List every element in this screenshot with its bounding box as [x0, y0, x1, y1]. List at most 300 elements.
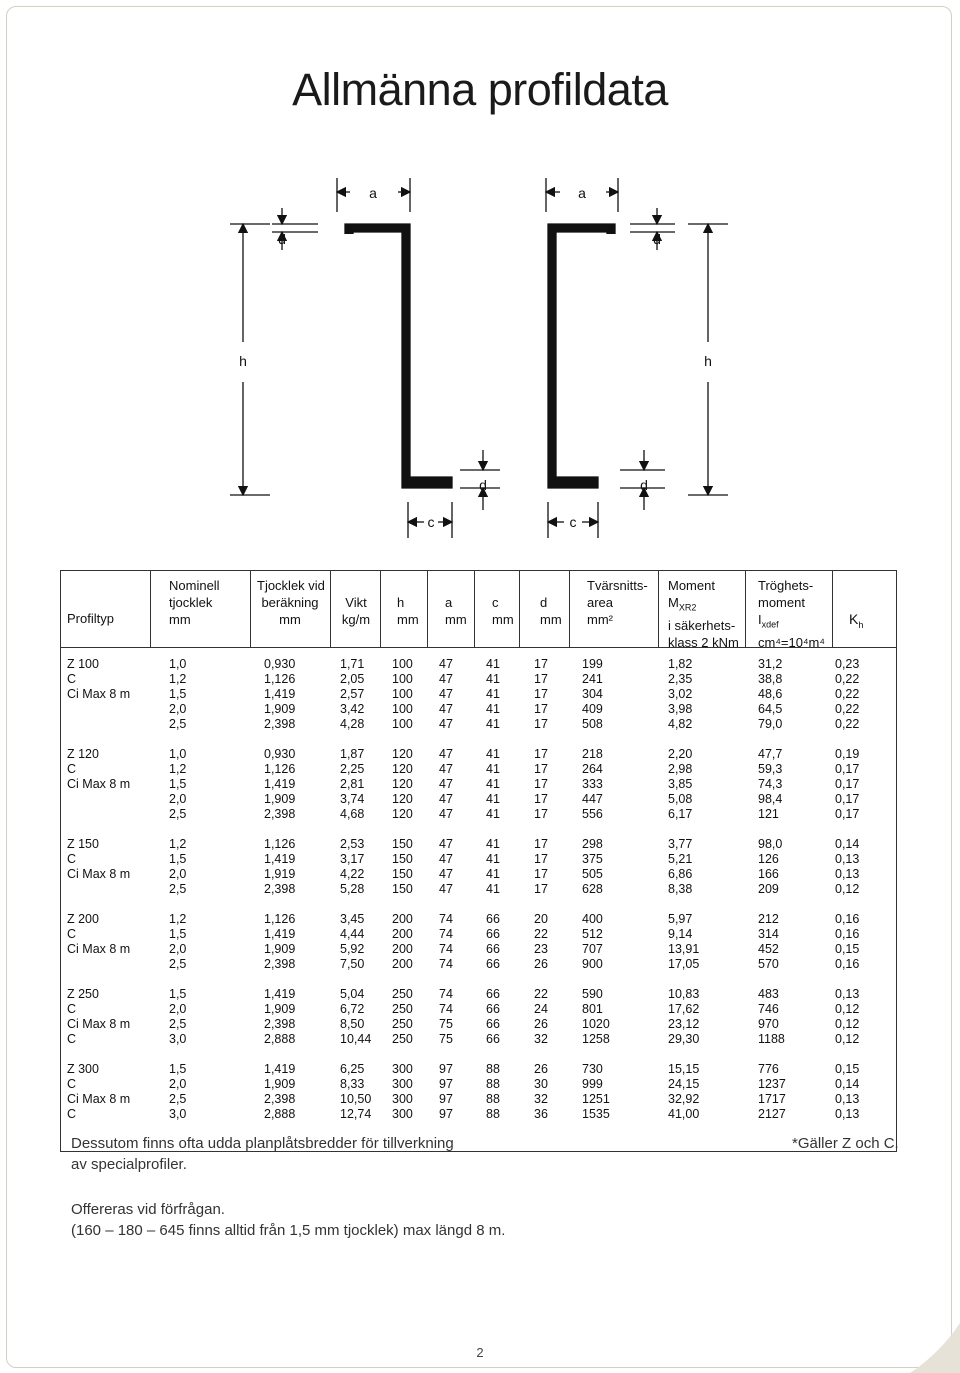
table-cell: 88 [486, 1062, 500, 1076]
table-cell: 8,50 [340, 1017, 365, 1031]
table-cell: 0,14 [835, 1077, 860, 1091]
table-cell: 0,16 [835, 912, 860, 926]
table-cell: 120 [392, 807, 413, 821]
table-cell: 6,72 [340, 1002, 365, 1016]
table-cell: 0,13 [835, 867, 860, 881]
table-cell: 0,22 [835, 702, 860, 716]
table-cell: 1535 [582, 1107, 610, 1121]
table-cell: 75 [439, 1032, 453, 1046]
profile-type-label: Ci Max 8 m [67, 777, 131, 791]
table-cell: 66 [486, 987, 500, 1001]
table-cell: 2,57 [340, 687, 365, 701]
table-cell: 1,5 [169, 987, 187, 1001]
table-cell: 17 [534, 762, 548, 776]
profile-type-label: Ci Max 8 m [67, 942, 131, 956]
table-cell: 1,71 [340, 657, 365, 671]
table-cell: 1,419 [264, 687, 296, 701]
z-label-d-bottom: d [479, 477, 487, 493]
table-cell: 98,0 [758, 837, 783, 851]
table-cell: 3,0 [169, 1032, 187, 1046]
table-cell: 0,14 [835, 837, 860, 851]
profile-type-label: Z 200 [67, 912, 99, 926]
table-cell: 8,33 [340, 1077, 365, 1091]
table-cell: 0,13 [835, 1092, 860, 1106]
table-cell: 66 [486, 1017, 500, 1031]
table-cell: 3,17 [340, 852, 365, 866]
table-cell: 10,50 [340, 1092, 372, 1106]
table-cell: 17 [534, 672, 548, 686]
z-label-c: c [427, 514, 435, 530]
table-cell: 47,7 [758, 747, 783, 761]
table-cell: 17,62 [668, 1002, 700, 1016]
table-cell: 0,19 [835, 747, 860, 761]
table-cell: 0,17 [835, 792, 860, 806]
table-cell: 483 [758, 987, 779, 1001]
c-profile-shape [548, 224, 615, 488]
table-cell: 2,888 [264, 1032, 296, 1046]
footer-text-2: Offereras vid förfrågan. (160 – 180 – 645 finns alltid från 1,5 mm tjocklek) max längd 8 m. [71, 1201, 506, 1239]
table-cell: 707 [582, 942, 603, 956]
table-cell: 1,909 [264, 702, 296, 716]
table-cell: 2,25 [340, 762, 365, 776]
profile-type-label: Ci Max 8 m [67, 687, 131, 701]
table-cell: 1237 [758, 1077, 786, 1091]
header-kh: $K_h$ [849, 611, 864, 630]
table-cell: 121 [758, 807, 779, 821]
table-cell: 1,5 [169, 777, 187, 791]
table-cell: 314 [758, 927, 779, 941]
header-area: Tvärsnitts- area mm² [587, 578, 648, 627]
table-cell: 199 [582, 657, 603, 671]
table-cell: 2,398 [264, 717, 296, 731]
table-cell: 2,0 [169, 1077, 187, 1091]
table-cell: 250 [392, 1002, 413, 1016]
profile-type-label: C [67, 1107, 77, 1121]
table-cell: 1,419 [264, 927, 296, 941]
table-cell: 1020 [582, 1017, 610, 1031]
profile-type-label: C [67, 1077, 77, 1091]
table-cell: 5,97 [668, 912, 693, 926]
table-cell: 17 [534, 792, 548, 806]
profile-type-label: C [67, 1032, 77, 1046]
table-cell: 508 [582, 717, 603, 731]
table-cell: 4,44 [340, 927, 365, 941]
profile-type-label: Z 250 [67, 987, 99, 1001]
table-cell: 17 [534, 882, 548, 896]
table-cell: 17 [534, 657, 548, 671]
table-cell: 47 [439, 747, 453, 761]
table-cell: 0,23 [835, 657, 860, 671]
table-cell: 150 [392, 882, 413, 896]
table-cell: 1,126 [264, 762, 296, 776]
profile-type-label: C [67, 1002, 77, 1016]
table-cell: 26 [534, 1062, 548, 1076]
table-cell: 32,92 [668, 1092, 700, 1106]
profile-data-table [60, 570, 897, 1152]
table-cell: 150 [392, 867, 413, 881]
table-cell: 212 [758, 912, 779, 926]
table-cell: 66 [486, 1002, 500, 1016]
table-cell: 74 [439, 942, 453, 956]
table-cell: 2,0 [169, 702, 187, 716]
table-cell: 1251 [582, 1092, 610, 1106]
table-cell: 505 [582, 867, 603, 881]
table-cell: 17 [534, 867, 548, 881]
table-cell: 0,17 [835, 807, 860, 821]
table-cell: 1,5 [169, 927, 187, 941]
table-cell: 31,2 [758, 657, 783, 671]
table-cell: 66 [486, 942, 500, 956]
table-cell: 32 [534, 1032, 548, 1046]
table-cell: 3,42 [340, 702, 365, 716]
table-cell: 0,13 [835, 1107, 860, 1121]
table-cell: 17 [534, 747, 548, 761]
table-cell: 1,126 [264, 672, 296, 686]
table-cell: 88 [486, 1107, 500, 1121]
table-cell: 447 [582, 792, 603, 806]
profile-type-label: Z 120 [67, 747, 99, 761]
table-cell: 41 [486, 687, 500, 701]
table-cell: 17 [534, 852, 548, 866]
table-cell: 2,5 [169, 957, 187, 971]
table-cell: 400 [582, 912, 603, 926]
table-cell: 47 [439, 882, 453, 896]
table-cell: 5,28 [340, 882, 365, 896]
table-cell: 0,13 [835, 987, 860, 1001]
table-cell: 17 [534, 687, 548, 701]
table-cell: 900 [582, 957, 603, 971]
table-cell: 24,15 [668, 1077, 700, 1091]
header-profiltyp: Profiltyp [67, 611, 114, 626]
table-cell: 41 [486, 672, 500, 686]
table-cell: 300 [392, 1107, 413, 1121]
table-cell: 2,398 [264, 807, 296, 821]
table-cell: 75 [439, 1017, 453, 1031]
table-cell: 47 [439, 777, 453, 791]
table-cell: 2,398 [264, 1092, 296, 1106]
table-cell: 32 [534, 1092, 548, 1106]
table-cell: 298 [582, 837, 603, 851]
table-cell: 47 [439, 672, 453, 686]
z-label-a: a [369, 185, 377, 201]
table-cell: 2,0 [169, 942, 187, 956]
table-cell: 0,930 [264, 657, 296, 671]
table-cell: 0,13 [835, 852, 860, 866]
table-cell: 3,0 [169, 1107, 187, 1121]
table-cell: 41 [486, 777, 500, 791]
table-cell: 1,82 [668, 657, 693, 671]
table-cell: 333 [582, 777, 603, 791]
table-cell: 746 [758, 1002, 779, 1016]
profile-type-label: C [67, 672, 77, 686]
header-c: c mm [492, 595, 514, 627]
table-cell: 9,14 [668, 927, 693, 941]
table-cell: 100 [392, 672, 413, 686]
table-cell: 300 [392, 1062, 413, 1076]
table-cell: 41 [486, 837, 500, 851]
table-cell: 2,398 [264, 1017, 296, 1031]
table-cell: 97 [439, 1107, 453, 1121]
table-cell: 22 [534, 927, 548, 941]
table-cell: 218 [582, 747, 603, 761]
table-cell: 209 [758, 882, 779, 896]
table-cell: 66 [486, 957, 500, 971]
table-cell: 2,888 [264, 1107, 296, 1121]
table-cell: 6,25 [340, 1062, 365, 1076]
table-cell: 409 [582, 702, 603, 716]
table-cell: 17 [534, 807, 548, 821]
table-cell: 2,0 [169, 1002, 187, 1016]
table-cell: 17 [534, 717, 548, 731]
table-cell: 0,12 [835, 1017, 860, 1031]
table-cell: 47 [439, 837, 453, 851]
table-cell: 512 [582, 927, 603, 941]
table-cell: 300 [392, 1077, 413, 1091]
profile-type-label: Z 100 [67, 657, 99, 671]
table-cell: 200 [392, 927, 413, 941]
table-cell: 0,12 [835, 1032, 860, 1046]
table-cell: 999 [582, 1077, 603, 1091]
header-a: a mm [445, 595, 467, 627]
table-cell: 23 [534, 942, 548, 956]
table-cell: 74 [439, 927, 453, 941]
table-cell: 2,5 [169, 882, 187, 896]
table-cell: 74 [439, 1002, 453, 1016]
table-cell: 1,5 [169, 852, 187, 866]
table-cell: 41 [486, 882, 500, 896]
table-cell: 88 [486, 1092, 500, 1106]
table-cell: 304 [582, 687, 603, 701]
table-cell: 41 [486, 852, 500, 866]
table-cell: 200 [392, 957, 413, 971]
table-cell: 250 [392, 987, 413, 1001]
table-cell: 150 [392, 852, 413, 866]
table-cell: 3,85 [668, 777, 693, 791]
table-cell: 1,2 [169, 672, 187, 686]
profile-type-label: Ci Max 8 m [67, 1017, 131, 1031]
table-cell: 74 [439, 957, 453, 971]
table-cell: 1,126 [264, 837, 296, 851]
table-cell: 22 [534, 987, 548, 1001]
table-cell: 47 [439, 867, 453, 881]
profile-type-label: Z 300 [67, 1062, 99, 1076]
table-cell: 2,398 [264, 882, 296, 896]
table-cell: 0,17 [835, 777, 860, 791]
table-cell: 970 [758, 1017, 779, 1031]
table-cell: 120 [392, 777, 413, 791]
profile-type-label: C [67, 852, 77, 866]
table-cell: 1,2 [169, 762, 187, 776]
table-cell: 5,92 [340, 942, 365, 956]
table-cell: 41 [486, 657, 500, 671]
table-cell: 0,15 [835, 942, 860, 956]
table-cell: 1188 [758, 1032, 785, 1046]
table-cell: 628 [582, 882, 603, 896]
table-cell: 120 [392, 762, 413, 776]
table-cell: 1,419 [264, 852, 296, 866]
table-cell: 10,83 [668, 987, 700, 1001]
table-cell: 79,0 [758, 717, 783, 731]
table-cell: 15,15 [668, 1062, 700, 1076]
table-cell: 10,44 [340, 1032, 372, 1046]
table-cell: 2,98 [668, 762, 693, 776]
footer-text-1: Dessutom finns ofta udda planplåtsbredder för tillverkning av specialprofiler. [71, 1135, 454, 1173]
table-cell: 0,22 [835, 672, 860, 686]
table-cell: 3,98 [668, 702, 693, 716]
header-tjocklek-vid: Tjocklek vid beräkning mm [257, 578, 325, 627]
table-cell: 48,6 [758, 687, 783, 701]
table-cell: 5,04 [340, 987, 365, 1001]
table-cell: 47 [439, 852, 453, 866]
table-cell: 1,419 [264, 987, 296, 1001]
profile-diagram [220, 172, 740, 552]
table-cell: 47 [439, 762, 453, 776]
table-cell: 13,91 [668, 942, 700, 956]
table-cell: 8,38 [668, 882, 693, 896]
table-cell: 1,419 [264, 777, 296, 791]
table-cell: 375 [582, 852, 603, 866]
page-number: 2 [476, 1345, 484, 1360]
table-cell: 2127 [758, 1107, 786, 1121]
table-cell: 556 [582, 807, 603, 821]
table-cell: 64,5 [758, 702, 783, 716]
table-cell: 1,909 [264, 792, 296, 806]
table-cell: 1,0 [169, 747, 187, 761]
table-cell: 41,00 [668, 1107, 700, 1121]
table-cell: 200 [392, 942, 413, 956]
table-cell: 30 [534, 1077, 548, 1091]
table-cell: 47 [439, 687, 453, 701]
table-cell: 47 [439, 657, 453, 671]
table-cell: 1,909 [264, 942, 296, 956]
table-cell: 241 [582, 672, 603, 686]
table-cell: 2,81 [340, 777, 365, 791]
table-cell: 0,22 [835, 717, 860, 731]
table-cell: 2,53 [340, 837, 365, 851]
header-d: d mm [540, 595, 562, 627]
table-cell: 12,74 [340, 1107, 372, 1121]
table-cell: 1,2 [169, 837, 187, 851]
c-label-d-bottom: d [640, 477, 648, 493]
table-cell: 570 [758, 957, 779, 971]
table-cell: 66 [486, 927, 500, 941]
table-cell: 166 [758, 867, 779, 881]
table-cell: 100 [392, 717, 413, 731]
table-cell: 1,419 [264, 1062, 296, 1076]
table-cell: 100 [392, 657, 413, 671]
table-cell: 4,82 [668, 717, 693, 731]
table-cell: 41 [486, 702, 500, 716]
table-cell: 26 [534, 957, 548, 971]
table-cell: 97 [439, 1062, 453, 1076]
table-cell: 24 [534, 1002, 548, 1016]
table-cell: 7,50 [340, 957, 365, 971]
z-label-h: h [239, 353, 247, 369]
table-cell: 3,45 [340, 912, 365, 926]
table-cell: 5,08 [668, 792, 693, 806]
header-h: h mm [397, 595, 419, 627]
z-profile-shape [345, 224, 452, 488]
table-cell: 2,5 [169, 717, 187, 731]
table-cell: 2,5 [169, 807, 187, 821]
table-cell: 200 [392, 912, 413, 926]
table-cell: 59,3 [758, 762, 783, 776]
table-cell: 2,5 [169, 1092, 187, 1106]
table-cell: 17 [534, 777, 548, 791]
table-cell: 74 [439, 987, 453, 1001]
c-label-c: c [569, 514, 577, 530]
z-label-d-top: d [278, 231, 286, 247]
table-cell: 1,919 [264, 867, 296, 881]
table-cell: 4,22 [340, 867, 365, 881]
table-cell: 17,05 [668, 957, 700, 971]
table-cell: 36 [534, 1107, 548, 1121]
table-cell: 150 [392, 837, 413, 851]
table-cell: 730 [582, 1062, 603, 1076]
page-curl [900, 1313, 960, 1373]
table-cell: 1,909 [264, 1002, 296, 1016]
table-cell: 1,5 [169, 1062, 187, 1076]
header-troghetsmoment: Tröghets- moment $I_{xdef}$ cm⁴=10⁴m⁴ [758, 578, 825, 650]
table-cell: 4,68 [340, 807, 365, 821]
table-cell: 1,0 [169, 657, 187, 671]
table-cell: 47 [439, 717, 453, 731]
table-cell: 17 [534, 837, 548, 851]
table-cell: 452 [758, 942, 779, 956]
profile-type-label: Ci Max 8 m [67, 867, 131, 881]
table-cell: 97 [439, 1077, 453, 1091]
table-cell: 250 [392, 1017, 413, 1031]
table-cell: 6,86 [668, 867, 693, 881]
table-cell: 0,17 [835, 762, 860, 776]
table-cell: 1,126 [264, 912, 296, 926]
table-cell: 74 [439, 912, 453, 926]
table-cell: 0,15 [835, 1062, 860, 1076]
table-cell: 300 [392, 1092, 413, 1106]
table-cell: 41 [486, 747, 500, 761]
header-nominell: Nominell tjocklek mm [169, 578, 220, 627]
table-cell: 41 [486, 867, 500, 881]
table-cell: 0,16 [835, 957, 860, 971]
table-cell: 41 [486, 807, 500, 821]
table-cell: 250 [392, 1032, 413, 1046]
table-cell: 1717 [758, 1092, 786, 1106]
table-cell: 801 [582, 1002, 603, 1016]
table-cell: 4,28 [340, 717, 365, 731]
table-cell: 100 [392, 687, 413, 701]
c-label-d-top: d [653, 231, 661, 247]
footer-note: *Gäller Z och C. [792, 1135, 899, 1152]
table-cell: 2,05 [340, 672, 365, 686]
table-cell: 38,8 [758, 672, 783, 686]
table-cell: 120 [392, 747, 413, 761]
table-cell: 41 [486, 792, 500, 806]
table-cell: 98,4 [758, 792, 783, 806]
table-cell: 264 [582, 762, 603, 776]
header-vikt: Vikt kg/m [341, 595, 371, 627]
profile-type-label: C [67, 762, 77, 776]
table-cell: 590 [582, 987, 603, 1001]
table-cell: 3,74 [340, 792, 365, 806]
table-cell: 74,3 [758, 777, 783, 791]
table-cell: 0,930 [264, 747, 296, 761]
table-cell: 2,398 [264, 957, 296, 971]
table-cell: 47 [439, 702, 453, 716]
table-cell: 2,35 [668, 672, 693, 686]
table-cell: 0,12 [835, 882, 860, 896]
table-cell: 47 [439, 807, 453, 821]
table-cell: 126 [758, 852, 779, 866]
